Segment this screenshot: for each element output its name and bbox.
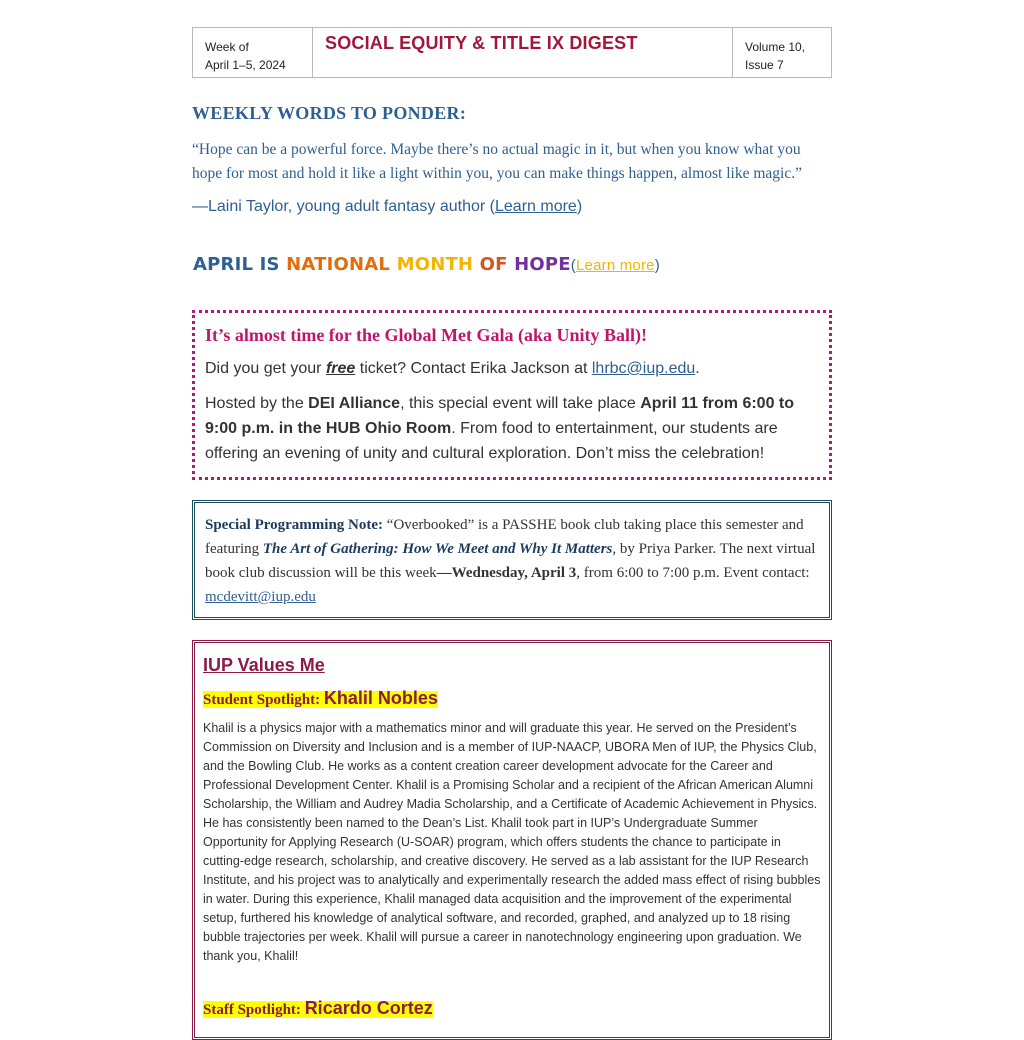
hope-open-paren: (	[570, 257, 576, 274]
hope-word-national: NATIONAL	[286, 254, 391, 275]
volume-cell	[733, 28, 831, 77]
week-cell	[193, 28, 313, 77]
student-name: Khalil Nobles	[323, 688, 438, 708]
staff-spotlight-label: Staff Spotlight:	[203, 1002, 305, 1018]
digest-header	[192, 27, 832, 78]
hope-word-is: IS	[259, 254, 280, 275]
volume-label: Volume 10,	[745, 40, 806, 54]
student-spotlight-label: Student Spotlight:	[203, 692, 324, 708]
note-text-3: , from 6:00 to 7:00 p.m. Event contact:	[576, 565, 810, 581]
hope-word-month: MONTH	[396, 254, 474, 275]
programming-note-box	[192, 500, 832, 620]
ponder-quote: “Hope can be a powerful force. Maybe there’s no actual magic in it, but when you know what you hope for most and hold it like a light within you, you can make things happen, almost like magic.”	[192, 141, 802, 182]
gala-ticket-paragraph	[205, 356, 819, 381]
hope-word-of: OF	[479, 254, 508, 275]
hope-close-paren: )	[654, 257, 660, 274]
values-box	[192, 640, 832, 1040]
gala-p1-text: Did you get your	[205, 360, 326, 377]
staff-name: Ricardo Cortez	[304, 998, 433, 1018]
hope-word-hope: HOPE	[514, 254, 571, 275]
note-label: Special Programming Note:	[205, 517, 384, 533]
gala-p2-text: Hosted by the	[205, 395, 309, 412]
hope-month-banner	[193, 254, 660, 275]
gala-when: April 11 from 6:00 to 9:00 p.m. in the HUB Ohio Room	[205, 395, 795, 437]
ponder-learn-more-link[interactable]: Learn more	[495, 198, 577, 215]
hope-learn-more-link[interactable]: Learn more	[576, 257, 655, 274]
ponder-heading: WEEKLY WORDS TO PONDER:	[192, 103, 467, 123]
title-cell	[313, 28, 733, 77]
week-dates: April 1–5, 2024	[205, 58, 286, 72]
week-label: Week of	[205, 40, 249, 54]
gala-org: DEI Alliance	[308, 395, 401, 412]
note-text-1: “Overbooked” is a PASSHE book club taking place this semester and featuring	[205, 517, 804, 557]
gala-box	[192, 310, 832, 480]
student-bio: Khalil is a physics major with a mathematics minor and will graduate this year. He served on the President’s Commission on Diversity and Inclusion and is a member of IUP-NAACP, UBORA Men of IUP, the Physics Club, and the Bowling Club. He works as a content creation career development advocate for the Career and Professional Development Center. Khalil is a Promising Scholar and a recipient of the African American Alumni Scholarship, the William and Audrey Madia Scholarship, and a Certificate of Academic Achievement in Physics. He has consistently been named to the Dean’s List. Khalil took part in IUP’s Undergraduate Summer Opportunity for Applying Research (U-SOAR) program, which offers students the chance to participate in cutting-edge research, scholarship, and creative discovery. He served as a lab assistant for the IUP Research Institute, and his project was to analytically and experimentally research the added mass effect of rising bubbles in water. During this experience, Khalil managed data acquisition and the improvement of the experimental setup, furthered his knowledge of analytical software, and recorded, graphed, and analyzed up to 18 rising bubble trajectories per week. Khalil will pursue a career in nanotechnology engineering upon graduation. We thank you, Khalil!	[203, 721, 821, 963]
free-emphasis: free	[325, 360, 356, 377]
issue-label: Issue 7	[745, 58, 784, 72]
digest-title: SOCIAL EQUITY & TITLE IX DIGEST	[325, 33, 638, 53]
note-date: —Wednesday, April 3	[436, 565, 577, 581]
attribution-close: )	[576, 198, 583, 215]
note-text-2: , by Priya Parker. The next virtual book club discussion will be this week	[205, 541, 816, 581]
gala-heading: It’s almost time for the Global Met Gala (aka Unity Ball)!	[205, 325, 647, 345]
staff-spotlight-heading	[203, 998, 821, 1019]
student-spotlight-heading	[203, 688, 821, 709]
gala-p2-text-3: . From food to entertainment, our students are offering an evening of unity and cultural exploration. Don’t miss the celebration!	[205, 420, 778, 462]
values-heading: IUP Values Me	[203, 655, 325, 675]
gala-p2-text-2: , this special event will take place	[400, 395, 641, 412]
note-book-title: The Art of Gathering: How We Meet and Why It Matters	[262, 541, 613, 557]
hope-learn-more-wrap	[571, 257, 660, 274]
attribution-text: —Laini Taylor, young adult fantasy author (	[192, 198, 495, 215]
gala-email-link[interactable]: lhrbc@iup.edu	[591, 360, 696, 377]
ponder-attribution	[192, 198, 582, 216]
hope-word-april: APRIL	[193, 254, 254, 275]
gala-p1-text-2: ticket? Contact Erika Jackson at	[355, 360, 592, 377]
gala-p1-period: .	[695, 360, 700, 377]
gala-details-paragraph	[205, 391, 819, 466]
note-email-link[interactable]: mcdevitt@iup.edu	[205, 589, 316, 605]
